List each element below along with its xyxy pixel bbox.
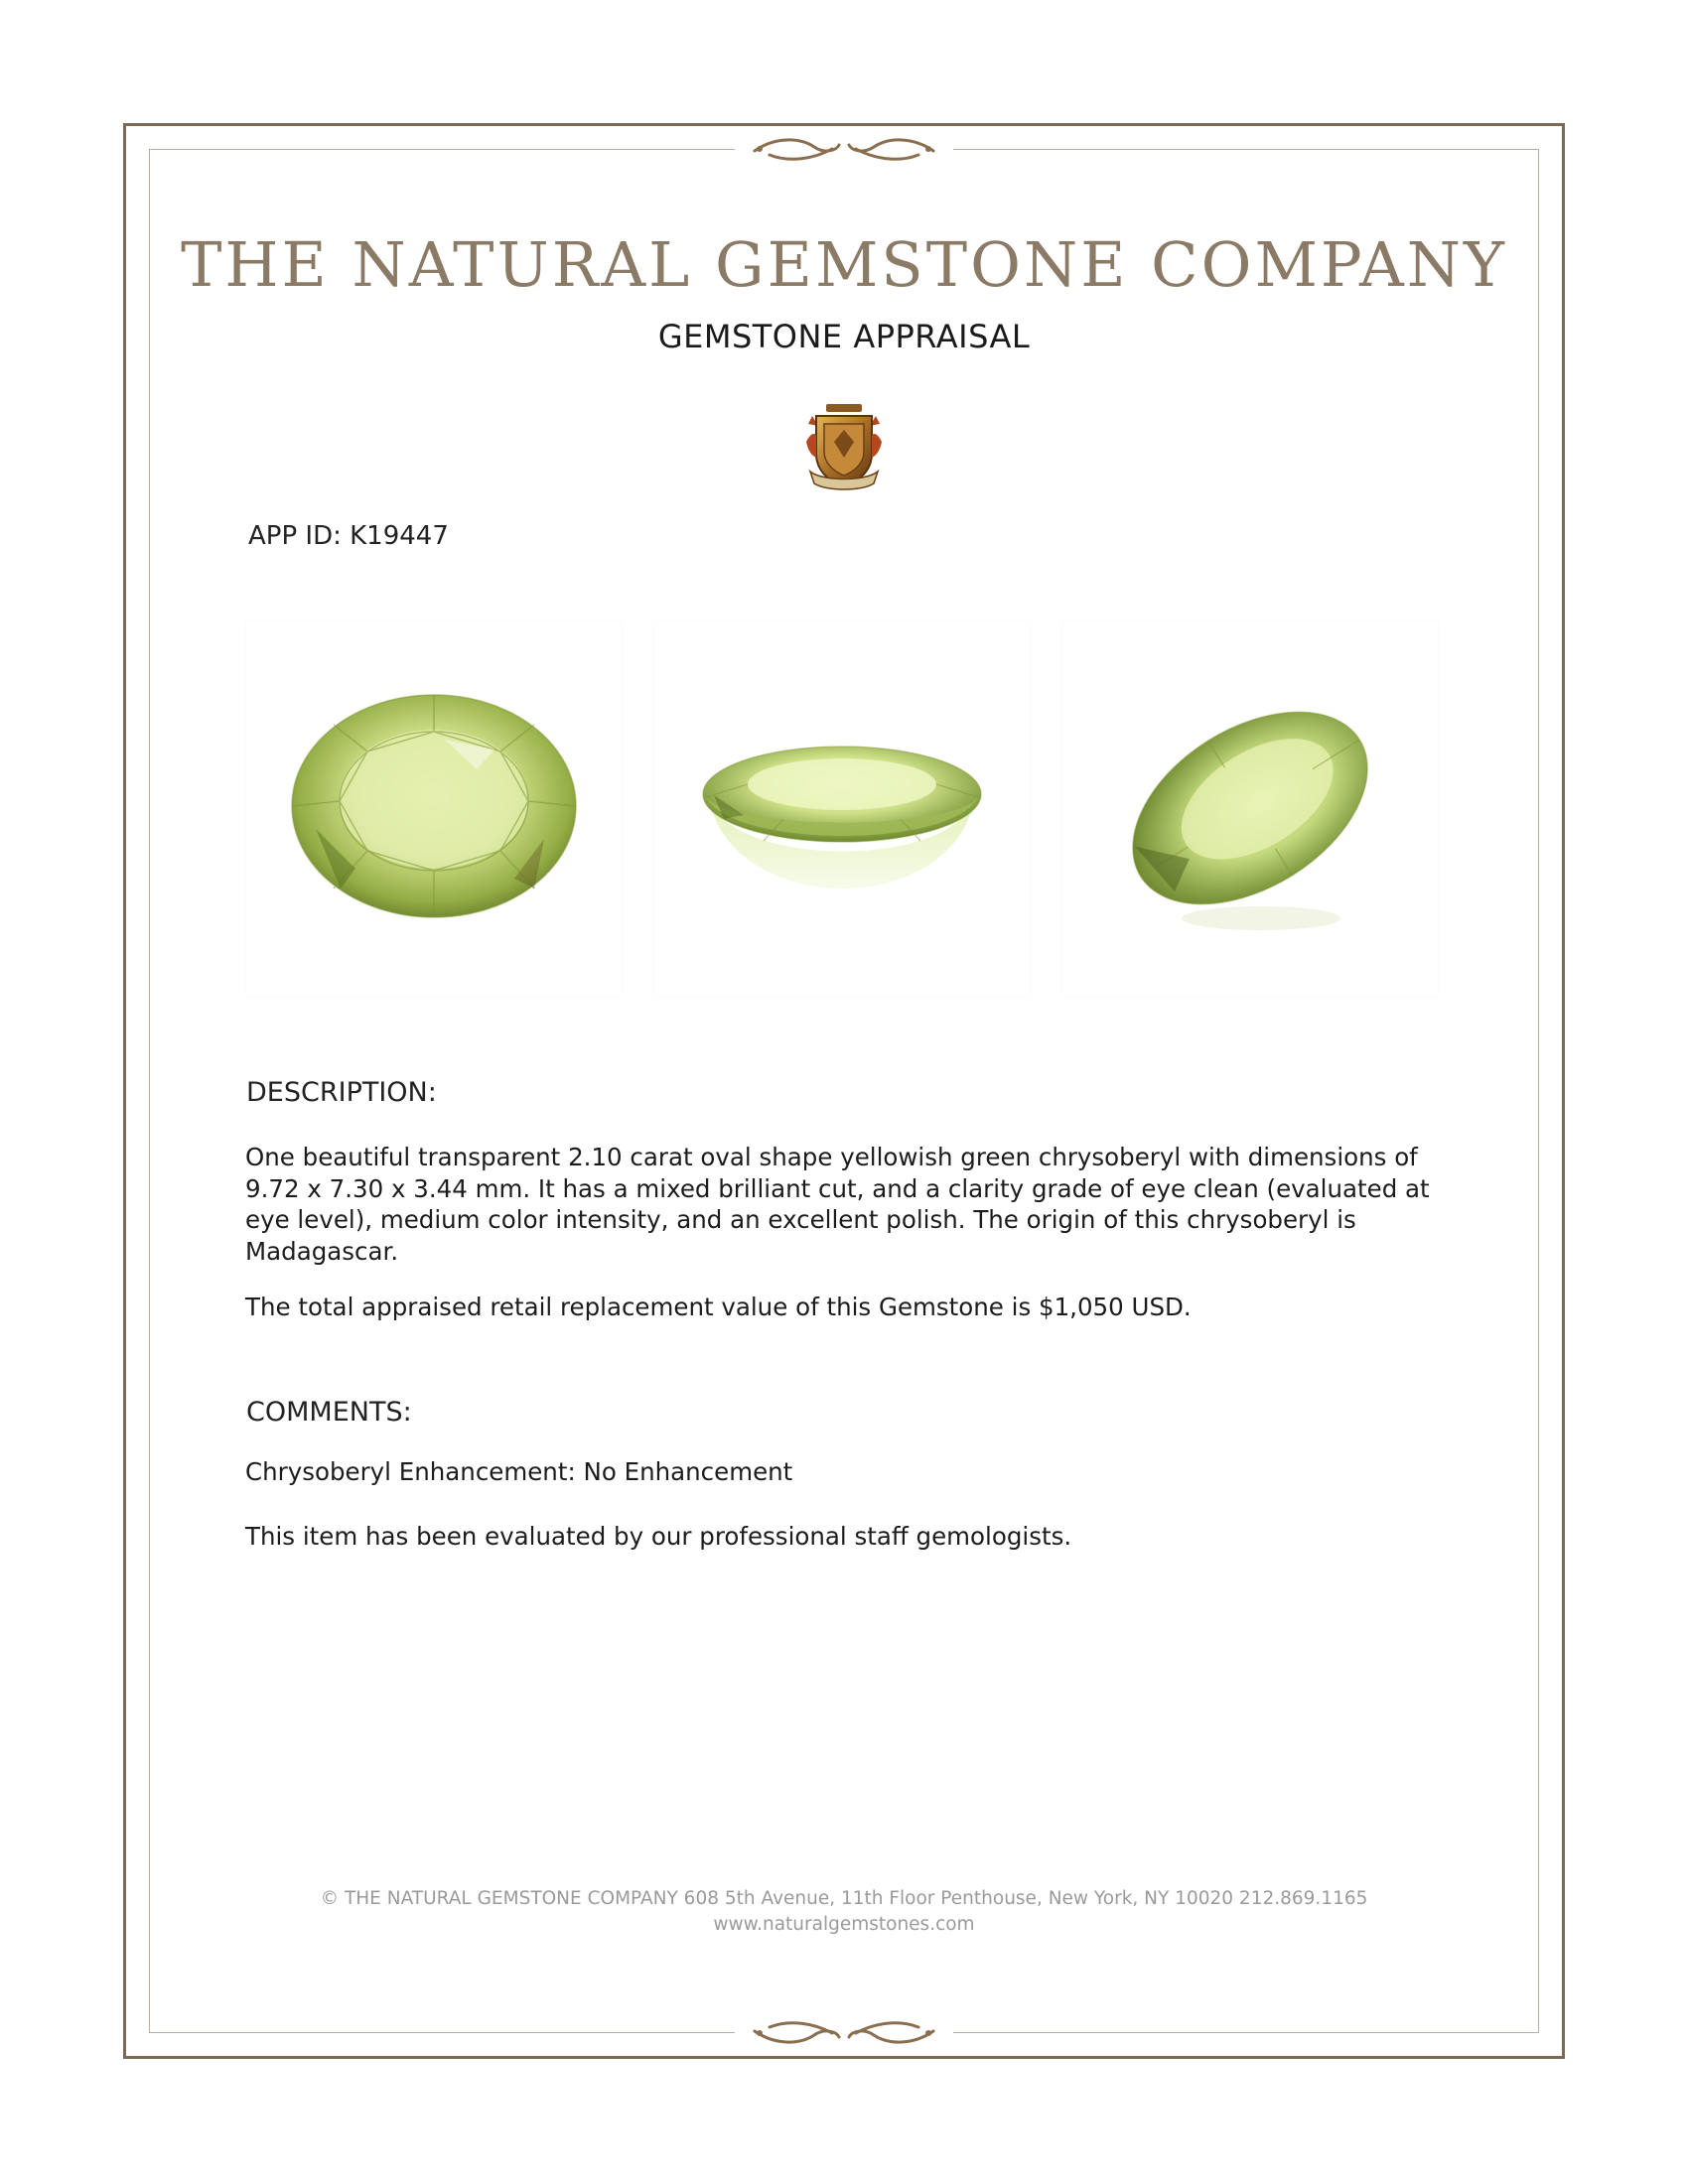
description-body: One beautiful transparent 2.10 carat oval shape yellowish green chrysoberyl with dimensions of 9.72 x 7.30 x 3.44 mm. It has a mixed brilliant cut, and a clarity grade of eye clean (evaluated at eye level), medium color intensity, and an excellent polish. The origin of this chrysoberyl is Madagascar. [245, 1143, 1430, 1266]
crest-icon [802, 402, 886, 493]
description-heading: DESCRIPTION: [246, 1077, 437, 1108]
gemstone-photo-top-view [246, 620, 622, 996]
top-ornament-icon [745, 129, 943, 169]
document-title: GEMSTONE APPRAISAL [657, 318, 1031, 355]
comments-heading: COMMENTS: [246, 1397, 412, 1428]
app-id: APP ID: K19447 [248, 521, 449, 551]
company-name: THE NATURAL GEMSTONE COMPANY [181, 228, 1507, 301]
footer-website[interactable]: www.naturalgemstones.com [713, 1914, 975, 1935]
evaluation-note: This item has been evaluated by our professional staff gemologists. [245, 1522, 1072, 1551]
appraised-value-statement: The total appraised retail replacement value of this Gemstone is $1,050 USD. [245, 1293, 1192, 1321]
bottom-ornament-icon [745, 2013, 943, 2053]
gemstone-photo-side-view [654, 620, 1030, 996]
footer-address: © THE NATURAL GEMSTONE COMPANY 608 5th Avenue, 11th Floor Penthouse, New York, NY 10020 212.869.1165 [320, 1888, 1368, 1909]
gemstone-photo-angled-view [1062, 620, 1438, 996]
enhancement-comment: Chrysoberyl Enhancement: No Enhancement [245, 1457, 793, 1486]
